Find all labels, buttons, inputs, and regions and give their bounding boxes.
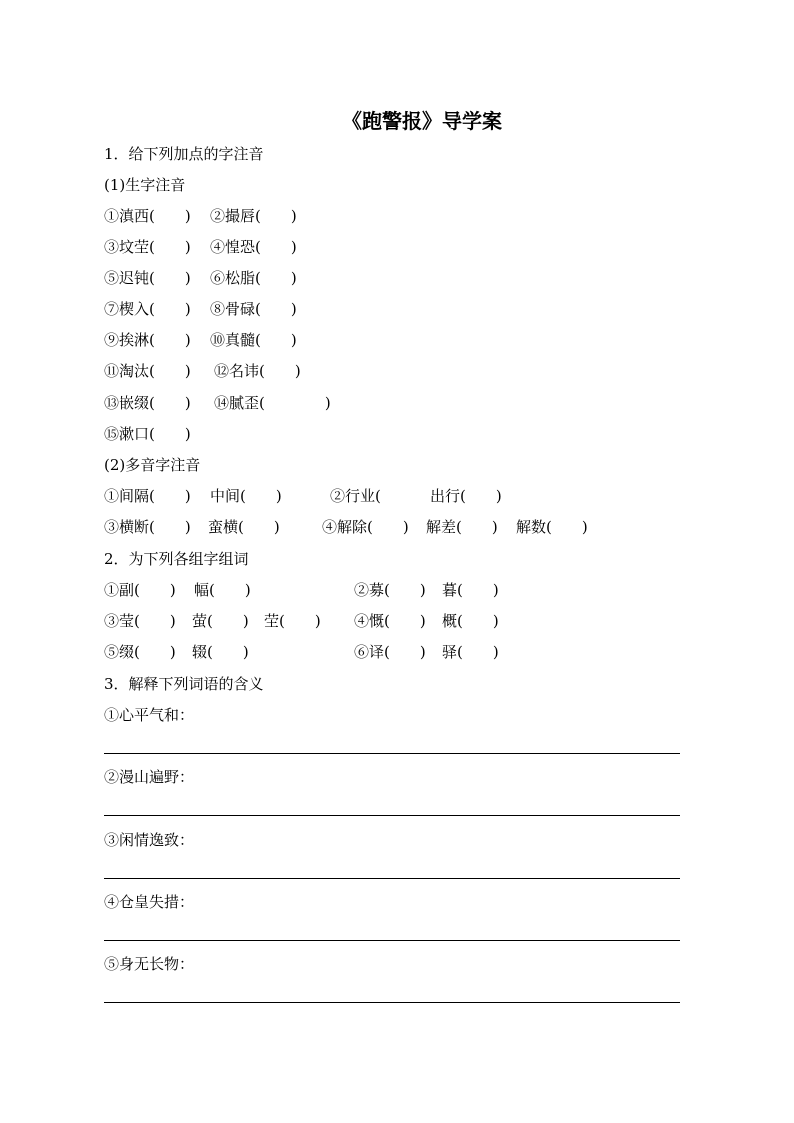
pinyin-item: ③横断( ) — [104, 518, 191, 536]
pinyin-item: 出行( ) — [430, 487, 502, 505]
answer-line — [104, 815, 680, 816]
pinyin-item: ⑭腻歪( ) — [214, 394, 331, 412]
word-item: ④慨( ) — [354, 612, 426, 630]
pinyin-item: ⑪淘汰( ) — [104, 362, 191, 380]
q2-heading: 2．为下列各组字组词 — [104, 550, 249, 568]
q3-term: ①心平气和： — [104, 706, 195, 724]
q3-term: ④仓皇失措： — [104, 893, 195, 911]
q3-term: ②漫山遍野： — [104, 768, 195, 786]
q1-subheading-polyphonic: (2)多音字注音 — [104, 456, 201, 474]
word-item: 幅( ) — [194, 581, 251, 599]
pinyin-item: 解差( ) — [426, 518, 498, 536]
word-item: 辍( ) — [192, 643, 249, 661]
answer-line — [104, 753, 680, 754]
word-item: ①副( ) — [104, 581, 176, 599]
q3-heading: 3．解释下列词语的含义 — [104, 675, 264, 693]
page-title: 《跑警报》导学案 — [342, 109, 502, 133]
pinyin-item: ②撮唇( ) — [210, 207, 297, 225]
q1-heading: 1．给下列加点的字注音 — [104, 145, 264, 163]
pinyin-item: ⑥松脂( ) — [210, 269, 297, 287]
word-item: ⑤缀( ) — [104, 643, 176, 661]
pinyin-item: ②行业( — [330, 487, 411, 505]
pinyin-item: ⑧骨碌( ) — [210, 300, 297, 318]
pinyin-item: 中间( ) — [210, 487, 282, 505]
word-item: ⑥译( ) — [354, 643, 426, 661]
pinyin-item: ⑨挨淋( ) — [104, 331, 191, 349]
word-item: 茔( ) — [264, 612, 321, 630]
answer-line — [104, 878, 680, 879]
pinyin-item: ④惶恐( ) — [210, 238, 297, 256]
pinyin-item: ⑩真髓( ) — [210, 331, 297, 349]
q1-subheading-new-characters: (1)生字注音 — [104, 176, 186, 194]
q3-term: ③闲情逸致： — [104, 831, 195, 849]
pinyin-item: ④解除( ) — [322, 518, 409, 536]
q3-term: ⑤身无长物： — [104, 955, 195, 973]
pinyin-item: ③坟茔( ) — [104, 238, 191, 256]
word-item: ②募( ) — [354, 581, 426, 599]
word-item: ③莹( ) — [104, 612, 176, 630]
pinyin-item: ①间隔( ) — [104, 487, 191, 505]
pinyin-item: ⑬嵌缀( ) — [104, 394, 191, 412]
word-item: 暮( ) — [442, 581, 499, 599]
word-item: 萤( ) — [192, 612, 249, 630]
pinyin-item: 蛮横( ) — [208, 518, 280, 536]
answer-line — [104, 1002, 680, 1003]
word-item: 驿( ) — [442, 643, 499, 661]
pinyin-item: ⑤迟钝( ) — [104, 269, 191, 287]
pinyin-item: ⑦楔入( ) — [104, 300, 191, 318]
answer-line — [104, 940, 680, 941]
pinyin-item: ⑫名讳( ) — [214, 362, 301, 380]
pinyin-item: 解数( ) — [516, 518, 588, 536]
pinyin-item: ⑮漱口( ) — [104, 425, 191, 443]
pinyin-item: ①滇西( ) — [104, 207, 191, 225]
word-item: 概( ) — [442, 612, 499, 630]
